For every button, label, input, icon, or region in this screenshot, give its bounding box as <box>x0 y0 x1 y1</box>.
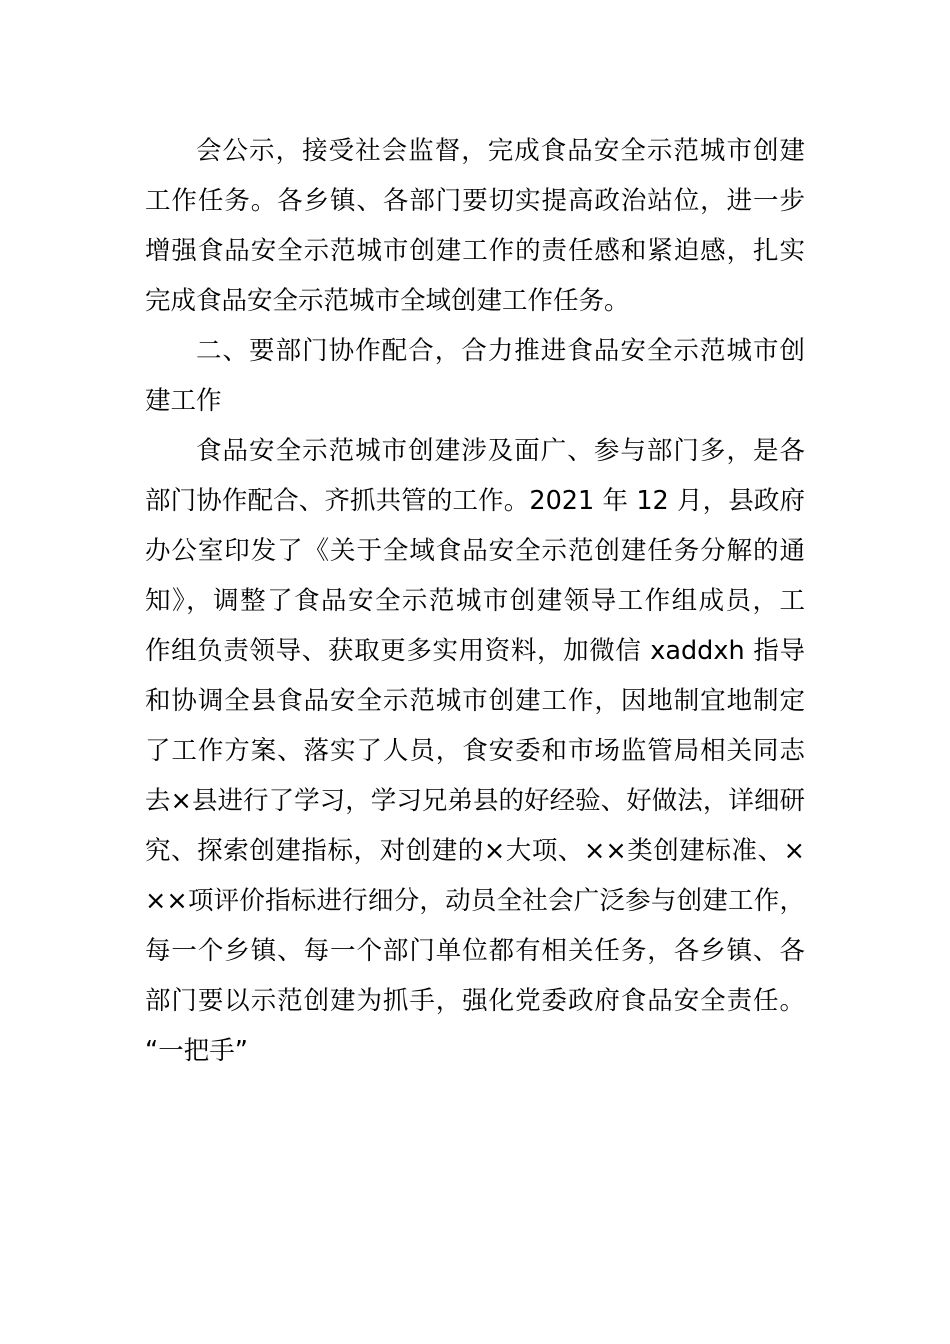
text-line: 和协调全县食品安全示范城市创建工作，因地制宜地制定 <box>145 686 805 716</box>
text-line: 部门要以示范创建为抓手，强化党委政府食品安全责任。 <box>145 986 805 1016</box>
section-heading-line: 建工作 <box>145 386 222 416</box>
text-line: 究、探索创建指标，对创建的×大项、××类创建标准、× <box>145 836 805 866</box>
text-line: 办公室印发了《关于全域食品安全示范创建任务分解的通 <box>145 536 805 566</box>
text-line: 会公示，接受社会监督，完成食品安全示范城市创建 <box>196 136 805 166</box>
text-line: 知》，调整了食品安全示范城市创建领导工作组成员，工 <box>145 586 805 616</box>
text-line: 作组负责领导、获取更多实用资料，加微信 xaddxh 指导 <box>145 636 805 666</box>
text-line: 了工作方案、落实了人员，食安委和市场监管局相关同志 <box>145 736 805 766</box>
text-line: 工作任务。各乡镇、各部门要切实提高政治站位，进一步 <box>145 186 805 216</box>
text-line: 每一个乡镇、每一个部门单位都有相关任务，各乡镇、各 <box>145 936 805 966</box>
text-line: 去×县进行了学习，学习兄弟县的好经验、好做法，详细研 <box>145 786 805 816</box>
text-line: “一把手” <box>145 1036 248 1066</box>
text-line: ××项评价指标进行细分，动员全社会广泛参与创建工作， <box>145 886 805 916</box>
text-line: 增强食品安全示范城市创建工作的责任感和紧迫感，扎实 <box>145 236 805 266</box>
text-line: 完成食品安全示范城市全域创建工作任务。 <box>145 286 630 316</box>
text-line: 食品安全示范城市创建涉及面广、参与部门多，是各 <box>196 436 805 466</box>
section-heading-line: 二、要部门协作配合，合力推进食品安全示范城市创 <box>196 336 805 366</box>
text-line: 部门协作配合、齐抓共管的工作。2021 年 12 月，县政府 <box>145 486 805 516</box>
document-body <box>145 126 805 1076</box>
